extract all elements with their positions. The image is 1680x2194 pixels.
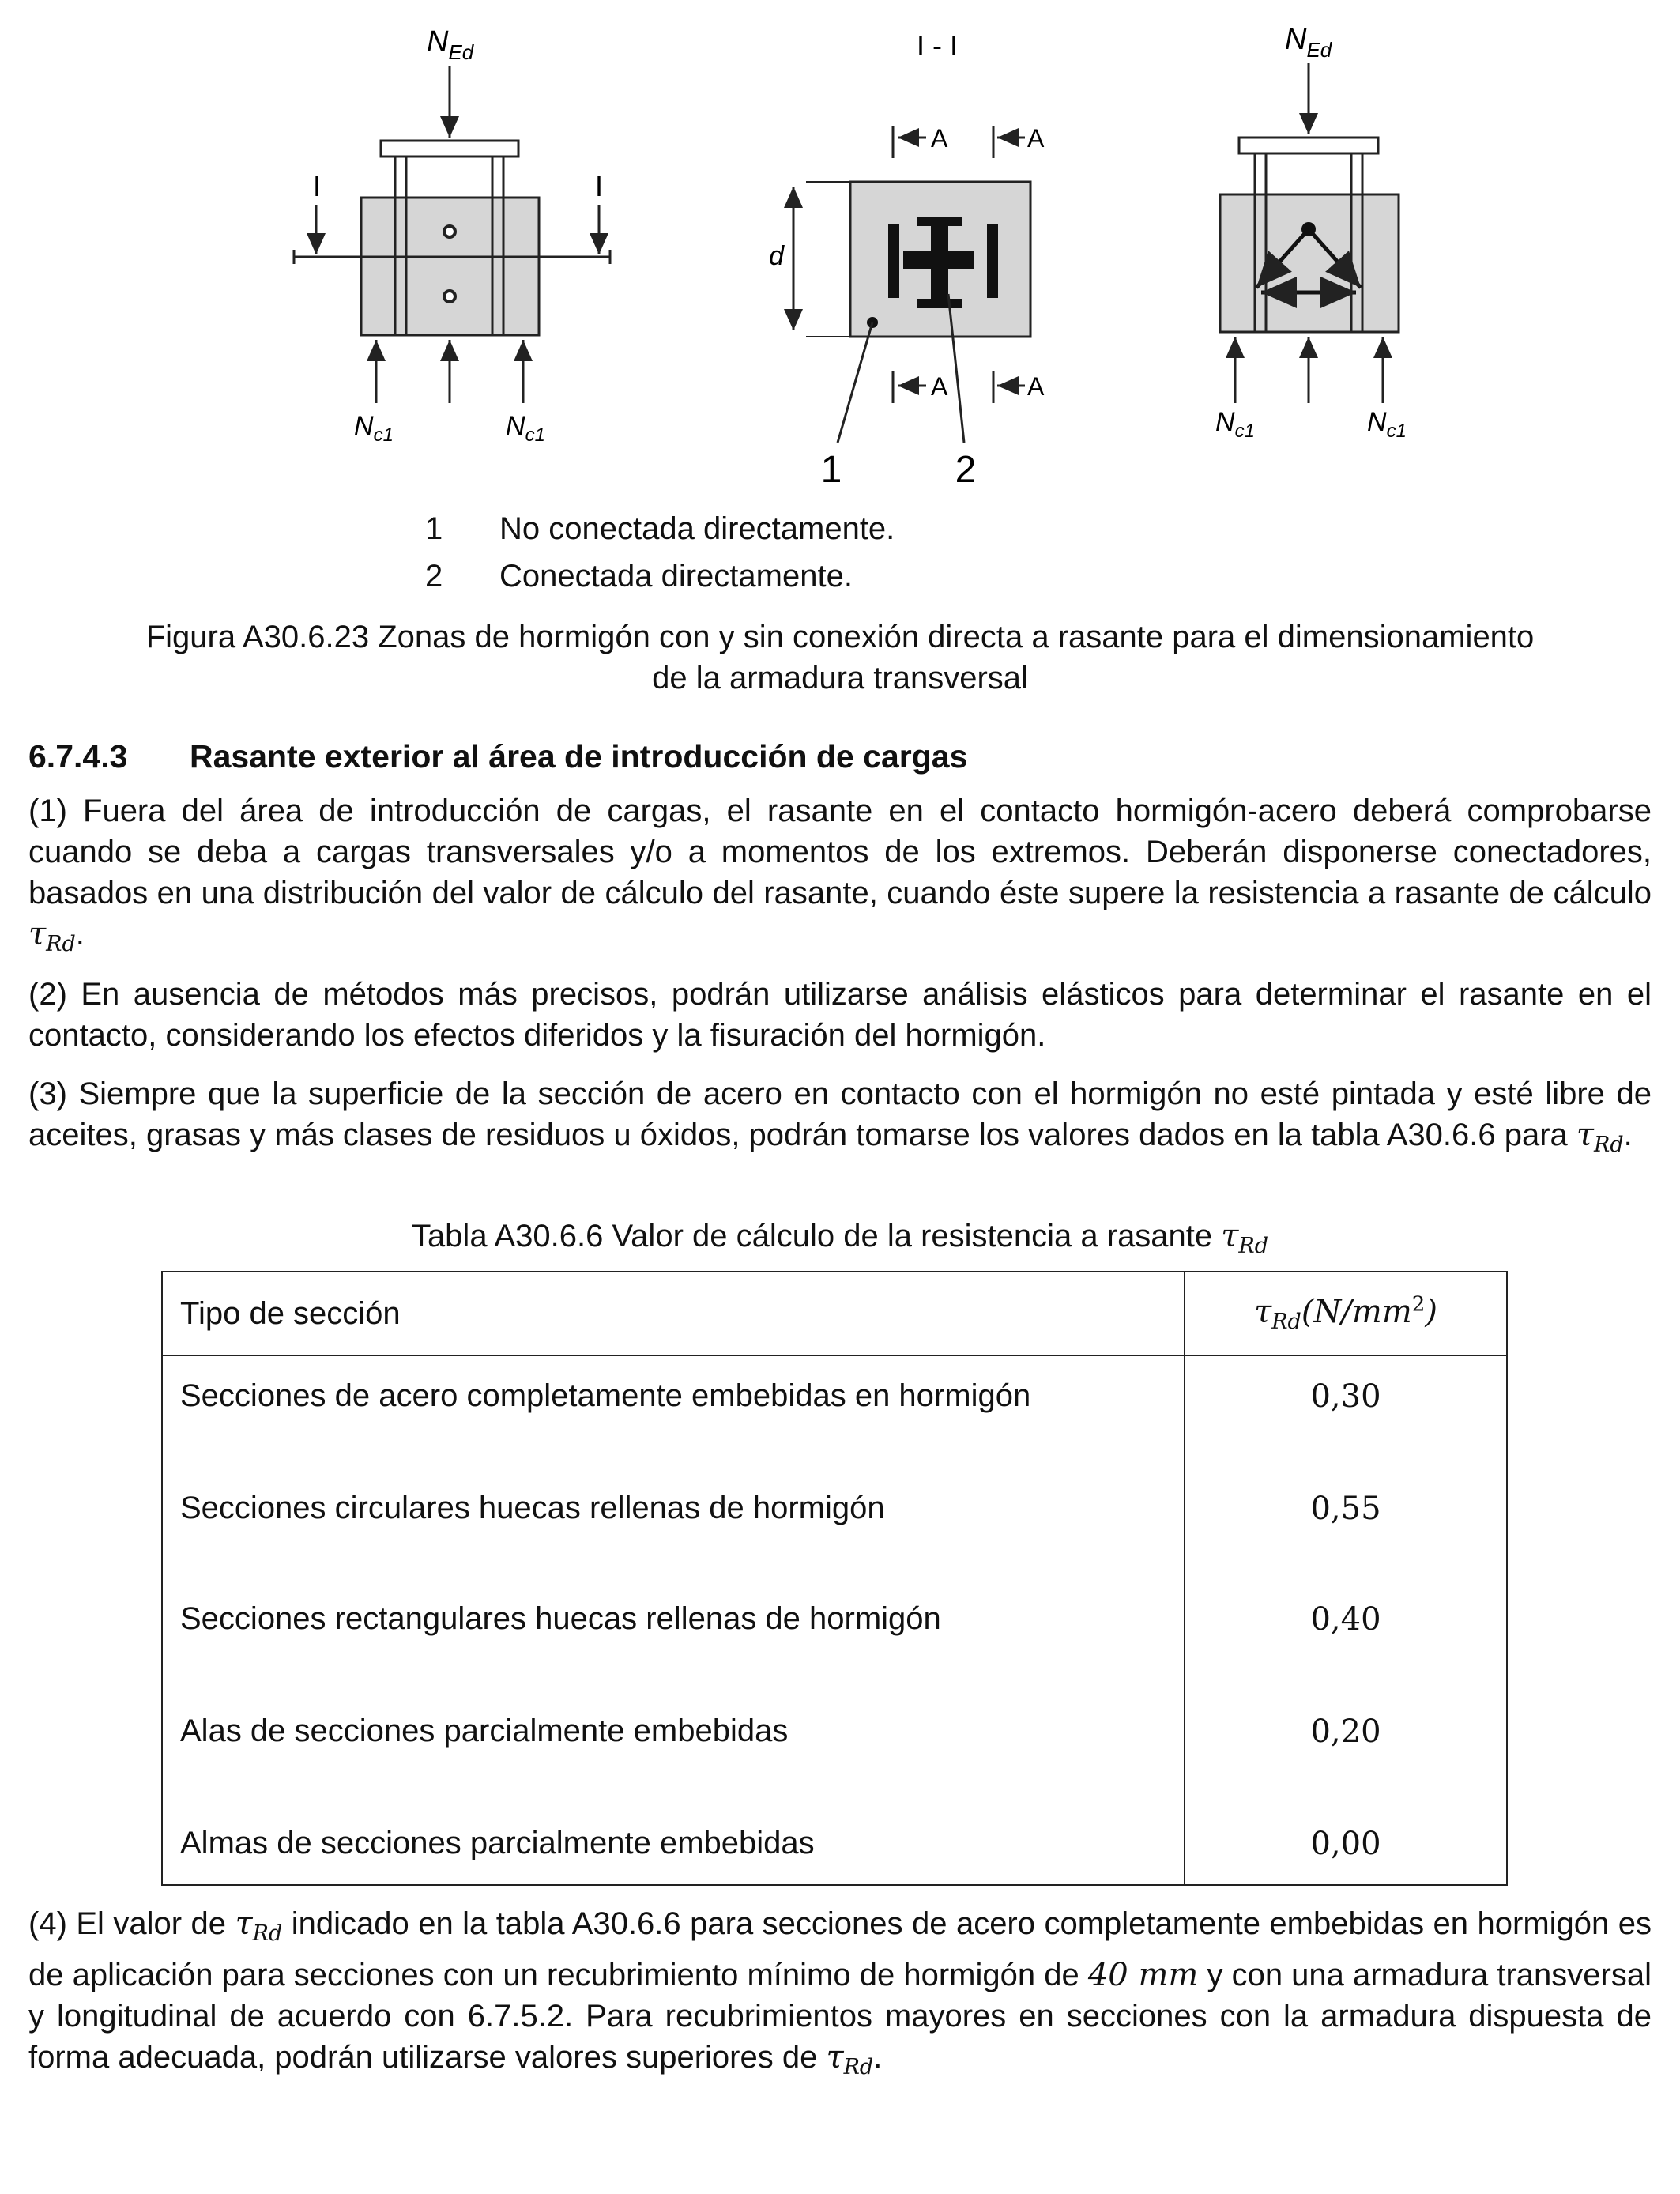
table-row-label: Secciones rectangulares huecas rellenas de hormigón bbox=[180, 1601, 941, 1636]
section-title: I - I bbox=[917, 29, 958, 62]
callout-number-2: 2 bbox=[955, 449, 977, 491]
section-mark-right: I bbox=[594, 170, 604, 202]
table-row-value: 0,00 bbox=[1310, 1826, 1381, 1862]
table-values-cell bbox=[1185, 1355, 1507, 1885]
connector-stud bbox=[444, 291, 455, 302]
load-plate-left bbox=[381, 141, 518, 156]
cut-label-a: A bbox=[1027, 372, 1045, 401]
section-view-diagram bbox=[769, 29, 1045, 491]
legend-number: 1 bbox=[425, 511, 443, 546]
table-row-label: Secciones circulares huecas rellenas de hormigón bbox=[180, 1491, 885, 1525]
table-row-value: 0,20 bbox=[1310, 1713, 1381, 1750]
legend-text: Conectada directamente. bbox=[499, 559, 853, 594]
table-row-value: 0,30 bbox=[1310, 1378, 1381, 1415]
concrete-block-right bbox=[1220, 194, 1399, 332]
shear-resistance-table bbox=[161, 1271, 1508, 1886]
load-plate-right bbox=[1239, 138, 1378, 153]
table-row-label: Alas de secciones parcialmente embebidas bbox=[180, 1713, 789, 1748]
tau-rd-symbol: $\tau_{Rd}$ bbox=[1221, 1218, 1269, 1258]
label-n-c1: $N_{c1}$ bbox=[1367, 407, 1407, 442]
figure-caption bbox=[28, 616, 1652, 699]
section-heading bbox=[28, 738, 967, 775]
label-n-ed-right: $N_{Ed}$ bbox=[1285, 23, 1332, 62]
label-n-c1: $N_{c1}$ bbox=[354, 411, 394, 446]
figure-caption-line: de la armadura transversal bbox=[652, 661, 1028, 696]
connector-stud bbox=[444, 226, 455, 237]
label-d: d bbox=[769, 241, 784, 271]
tau-rd-symbol: $\tau_{Rd}$ bbox=[826, 2039, 874, 2079]
paragraph-2: (2) En ausencia de métodos más precisos, podrán utilizarse análisis elásticos para determinar el rasante en el contacto, considerando los efectos diferidos y la fisuración del hormigón. bbox=[28, 977, 1652, 1053]
table-header-cell: $\tau_{Rd}(N/mm^2)$ bbox=[1185, 1272, 1507, 1355]
tau-rd-symbol: $\tau_{Rd}$ bbox=[1576, 1117, 1624, 1157]
paragraph-4: (4) El valor de $\tau_{Rd}$ indicado en la tabla A30.6.6 para secciones de acero completamente embebidas en hormigón es de aplicación para secciones con un recubrimiento mínimo de hormigón de 40 mm y con una armadura transversal y longitudinal de acuerdo con 6.7.5.2. Para recubrimientos mayores en secciones con la armadura dispuesta de forma adecuada, podrán utilizarse valores superiores de $\tau_{Rd}$. bbox=[28, 1906, 1652, 2079]
label-n-c1: $N_{c1}$ bbox=[506, 411, 545, 446]
label-n-ed-left: $N_{Ed}$ bbox=[427, 25, 474, 64]
table-header-row bbox=[162, 1272, 1507, 1355]
section-number: 6.7.4.3 bbox=[28, 738, 128, 775]
table-caption: Tabla A30.6.6 Valor de cálculo de la resistencia a rasante $\tau_{Rd}$ bbox=[411, 1218, 1269, 1258]
table-row-value: 0,55 bbox=[1310, 1491, 1381, 1527]
section-title: Rasante exterior al área de introducción de cargas bbox=[190, 738, 968, 775]
paragraph-3: (3) Siempre que la superficie de la sección de acero en contacto con el hormigón no esté pintada y esté libre de aceites, grasas y más clases de residuos u óxidos, podrán tomarse los valores dados en la tabla A30.6.6 para $\tau_{Rd}$. bbox=[28, 1076, 1652, 1157]
right-column-diagram bbox=[1215, 23, 1407, 442]
table-labels-cell bbox=[162, 1355, 1185, 1885]
table-row-value: 0,40 bbox=[1310, 1601, 1381, 1638]
legend-text: No conectada directamente. bbox=[499, 511, 895, 546]
tau-rd-symbol: $\tau_{Rd}$ bbox=[235, 1906, 283, 1946]
label-n-c1: $N_{c1}$ bbox=[1215, 407, 1255, 442]
concrete-block-left bbox=[361, 198, 539, 335]
cut-label-a: A bbox=[931, 372, 948, 401]
legend-number: 2 bbox=[425, 559, 443, 594]
left-column-diagram bbox=[294, 25, 610, 446]
table-body-row bbox=[162, 1355, 1507, 1885]
cover-measure: 40 mm bbox=[1087, 1957, 1199, 1993]
table-row-label: Almas de secciones parcialmente embebidas bbox=[180, 1826, 815, 1860]
figure-caption-line: Figura A30.6.23 Zonas de hormigón con y sin conexión directa a rasante para el dimensionamiento bbox=[145, 620, 1535, 654]
cut-label-a: A bbox=[1027, 124, 1045, 153]
tau-rd-symbol: $\tau_{Rd}$ bbox=[28, 916, 76, 956]
callout-leader-1 bbox=[838, 322, 872, 443]
callout-number-1: 1 bbox=[820, 449, 842, 491]
paragraph-1: (1) Fuera del área de introducción de cargas, el rasante en el contacto hormigón-acero deberá comprobarse cuando se deba a cargas transversales y/o a momentos de los extremos. Deberán disponerse conectadores, basados en una distribución del valor de cálculo del rasante, cuando éste supere la resistencia a rasante de cálculo $\tau_{Rd}$. bbox=[28, 794, 1652, 956]
cut-label-a: A bbox=[931, 124, 948, 153]
section-mark-left: I bbox=[312, 170, 322, 202]
table-header-cell: Tipo de sección bbox=[162, 1272, 1185, 1355]
table-row-label: Secciones de acero completamente embebidas en hormigón bbox=[180, 1378, 1031, 1413]
figure-diagram bbox=[0, 0, 1680, 506]
